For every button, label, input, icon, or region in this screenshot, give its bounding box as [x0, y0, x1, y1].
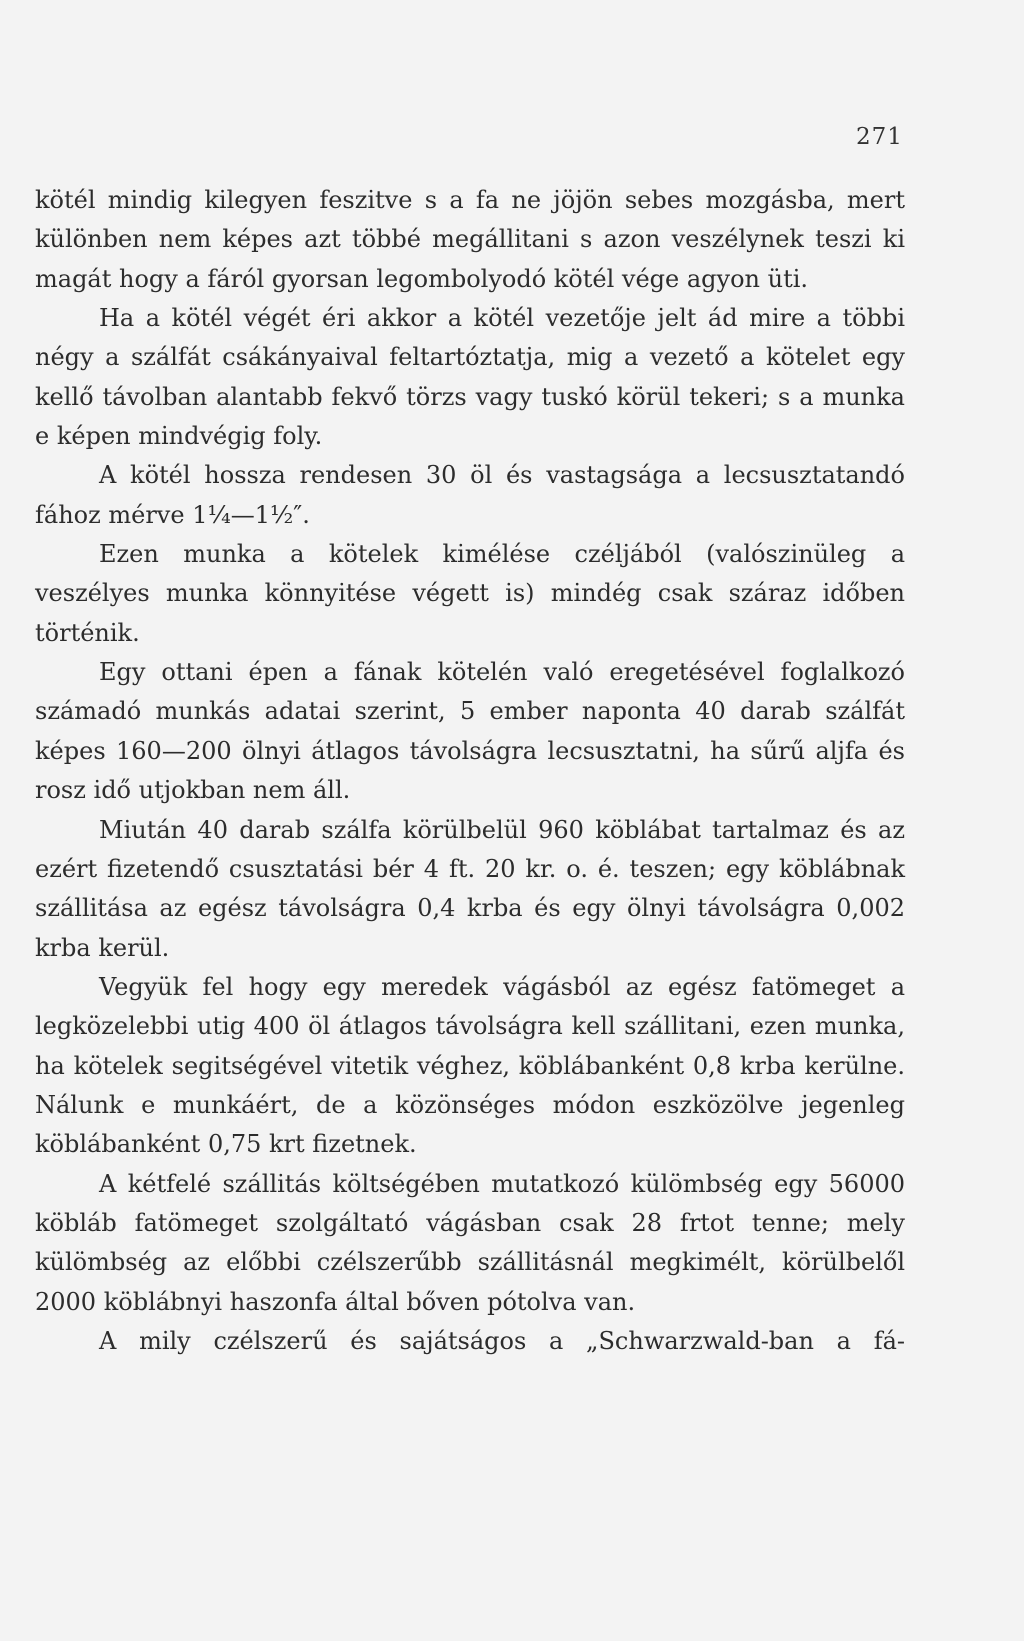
paragraph: A kétfelé szállitás költségében mutatkozó külömbség egy 56000 köbláb fatömeget szolgáltató vágásban csak 28 frtot tenne; mely külömbség az előbbi czélszerűbb szállitásnál megkimélt, körülbelől 2000 köblábnyi haszonfa által bőven pótolva van.	[35, 1169, 905, 1316]
paragraph-continued: kötél mindig kilegyen feszitve s a fa ne jöjön sebes mozgásba, mert különben nem képes azt többé megállitani s azon veszélynek teszi ki magát hogy a fáról gyorsan legombolyodó kötél vége agyon üti.	[35, 186, 905, 293]
paragraph: Ha a kötél végét éri akkor a kötél vezetője jelt ád mire a többi négy a szálfát csákányaival feltartóztatja, mig a vezető a kötelet egy kellő távolban alantabb fekvő törzs vagy tuskó körül tekeri; s a munka e képen mindvégig foly.	[35, 304, 905, 451]
paragraph: Egy ottani épen a fának kötelén való eregetésével foglalkozó számadó munkás adatai szerint, 5 ember naponta 40 darab szálfát képes 160—200 ölnyi átlagos távolságra lecsusztatni, ha sűrű aljfa és rosz idő utjokban nem áll.	[35, 658, 905, 805]
paragraph: Vegyük fel hogy egy meredek vágásból az egész fatömeget a legközelebbi utig 400 öl átlagos távolságra kell szállitani, ezen munka, ha kötelek segitségével vitetik véghez, köblábanként 0,8 krba kerülne. Nálunk e munkáért, de a közönséges módon eszközölve jegenleg köblábanként 0,75 krt fizetnek.	[35, 972, 905, 1159]
paragraph-continues: A mily czélszerű és sajátságos a „Schwarzwald-ban a fá-	[99, 1326, 905, 1355]
page-number: 271	[856, 124, 903, 150]
paragraph: Ezen munka a kötelek kimélése czéljából (valószinüleg a veszélyes munka könnyitése végett is) mindég csak száraz időben történik.	[35, 540, 905, 647]
paragraph: A kötél hossza rendesen 30 öl és vastagsága a lecsusztatandó fához mérve 1¼—1½″.	[35, 461, 905, 529]
paragraph: Miután 40 darab szálfa körülbelül 960 köblábat tartalmaz és az ezért fizetendő csusztatási bér 4 ft. 20 kr. o. é. teszen; egy köblábnak szállitása az egész távolságra 0,4 krba és egy ölnyi távolságra 0,002 krba kerül.	[35, 815, 905, 962]
page-body-text	[35, 181, 905, 1361]
